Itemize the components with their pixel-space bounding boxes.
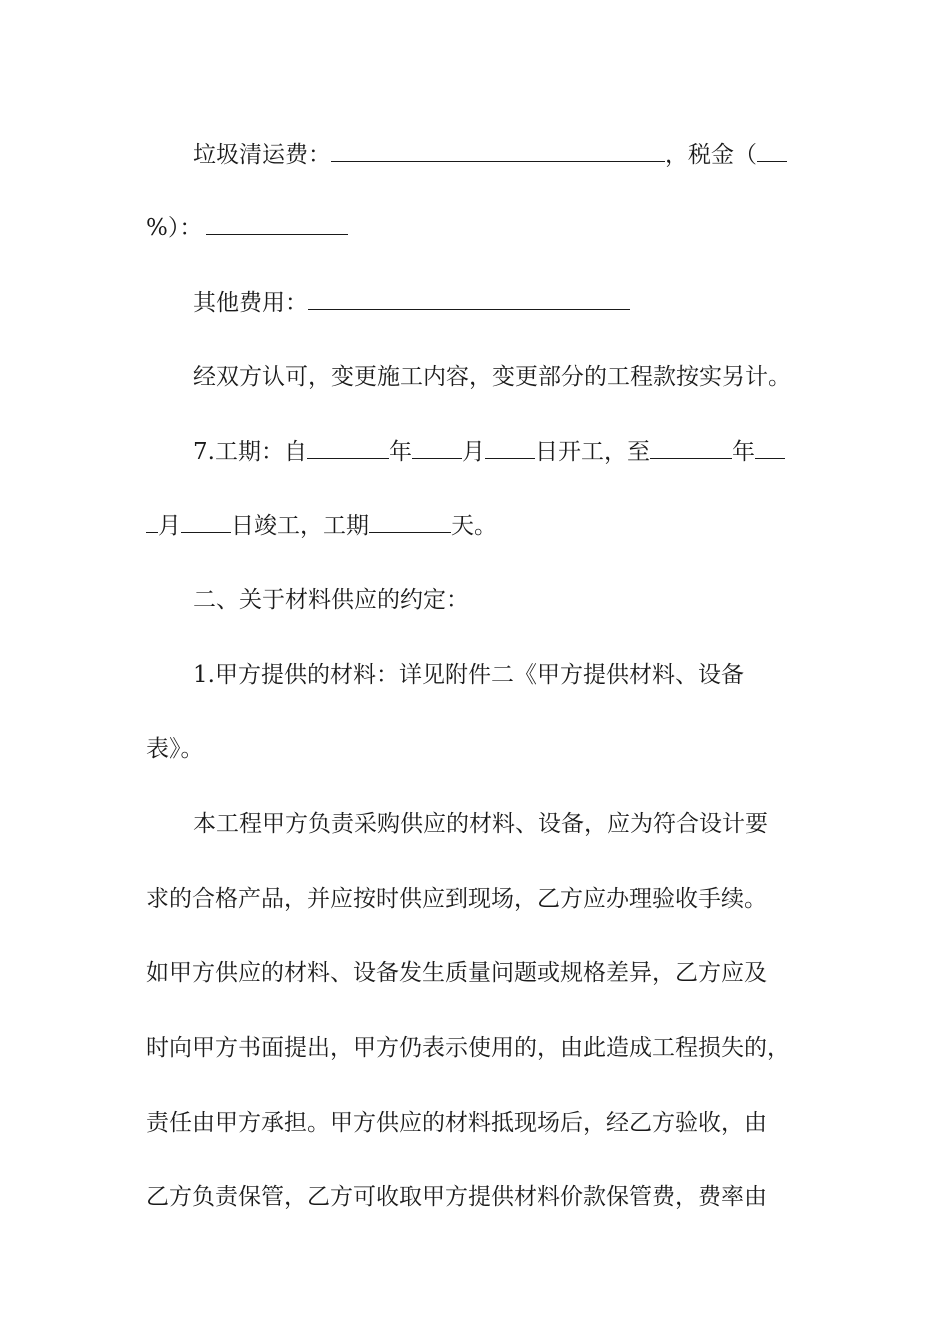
- end-year-blank: [650, 436, 732, 459]
- month-label-2: 月: [158, 513, 181, 539]
- start-to-label: 日开工，至: [534, 439, 650, 465]
- garbage-fee-blank: [331, 139, 665, 162]
- tax-amount-line: [146, 212, 826, 243]
- tax-rate-blank: [757, 139, 787, 162]
- tax-label: ，税金（: [665, 142, 757, 168]
- start-day-blank: [485, 436, 535, 459]
- paragraph-2-line-4: 时向甲方书面提出，甲方仍表示使用的，由此造成工程损失的，: [146, 1035, 790, 1061]
- paragraph-2-line-1: 本工程甲方负责采购供应的材料、设备，应为符合设计要: [193, 811, 768, 837]
- paragraph-2-line-6: 乙方负责保管，乙方可收取甲方提供材料价款保管费，费率由: [146, 1184, 767, 1210]
- paragraph-1-line-2: 表》。: [146, 736, 204, 762]
- schedule-line-2: [146, 510, 826, 541]
- duration-blank: [369, 510, 451, 533]
- paragraph-change: 经双方认可，变更施工内容，变更部分的工程款按实另计。: [193, 364, 791, 390]
- paragraph-1-line-1: 1.甲方提供的材料：详见附件二《甲方提供材料、设备: [193, 662, 744, 688]
- other-fee-label: 其他费用：: [193, 290, 308, 316]
- paragraph-2-line-2: 求的合格产品，并应按时供应到现场，乙方应办理验收手续。: [146, 886, 767, 912]
- year-label-2: 年: [731, 439, 755, 465]
- other-fee-blank: [308, 287, 630, 310]
- start-month-blank: [412, 436, 462, 459]
- paragraph-2-line-3: 如甲方供应的材料、设备发生质量问题或规格差异，乙方应及: [146, 960, 767, 986]
- schedule-label: 7.工期：自: [193, 439, 307, 465]
- end-month-blank-part1: [755, 436, 785, 459]
- garbage-fee-label: 垃圾清运费：: [193, 142, 331, 168]
- schedule-line-1: [193, 436, 873, 467]
- start-year-blank: [307, 436, 389, 459]
- days-label: 天。: [451, 513, 497, 539]
- paragraph-2-line-5: 责任由甲方承担。甲方供应的材料抵现场后，经乙方验收，由: [146, 1110, 767, 1136]
- year-label: 年: [388, 439, 412, 465]
- tax-amount-label: %）：: [146, 215, 203, 241]
- end-day-blank: [181, 510, 231, 533]
- end-month-blank-part2: [146, 510, 158, 533]
- section-heading: 二、关于材料供应的约定：: [193, 587, 469, 613]
- month-label: 月: [461, 439, 485, 465]
- other-fee-line: [193, 287, 873, 318]
- completion-label: 日竣工，工期: [231, 513, 369, 539]
- tax-amount-blank: [206, 212, 348, 235]
- garbage-fee-line: [193, 139, 873, 170]
